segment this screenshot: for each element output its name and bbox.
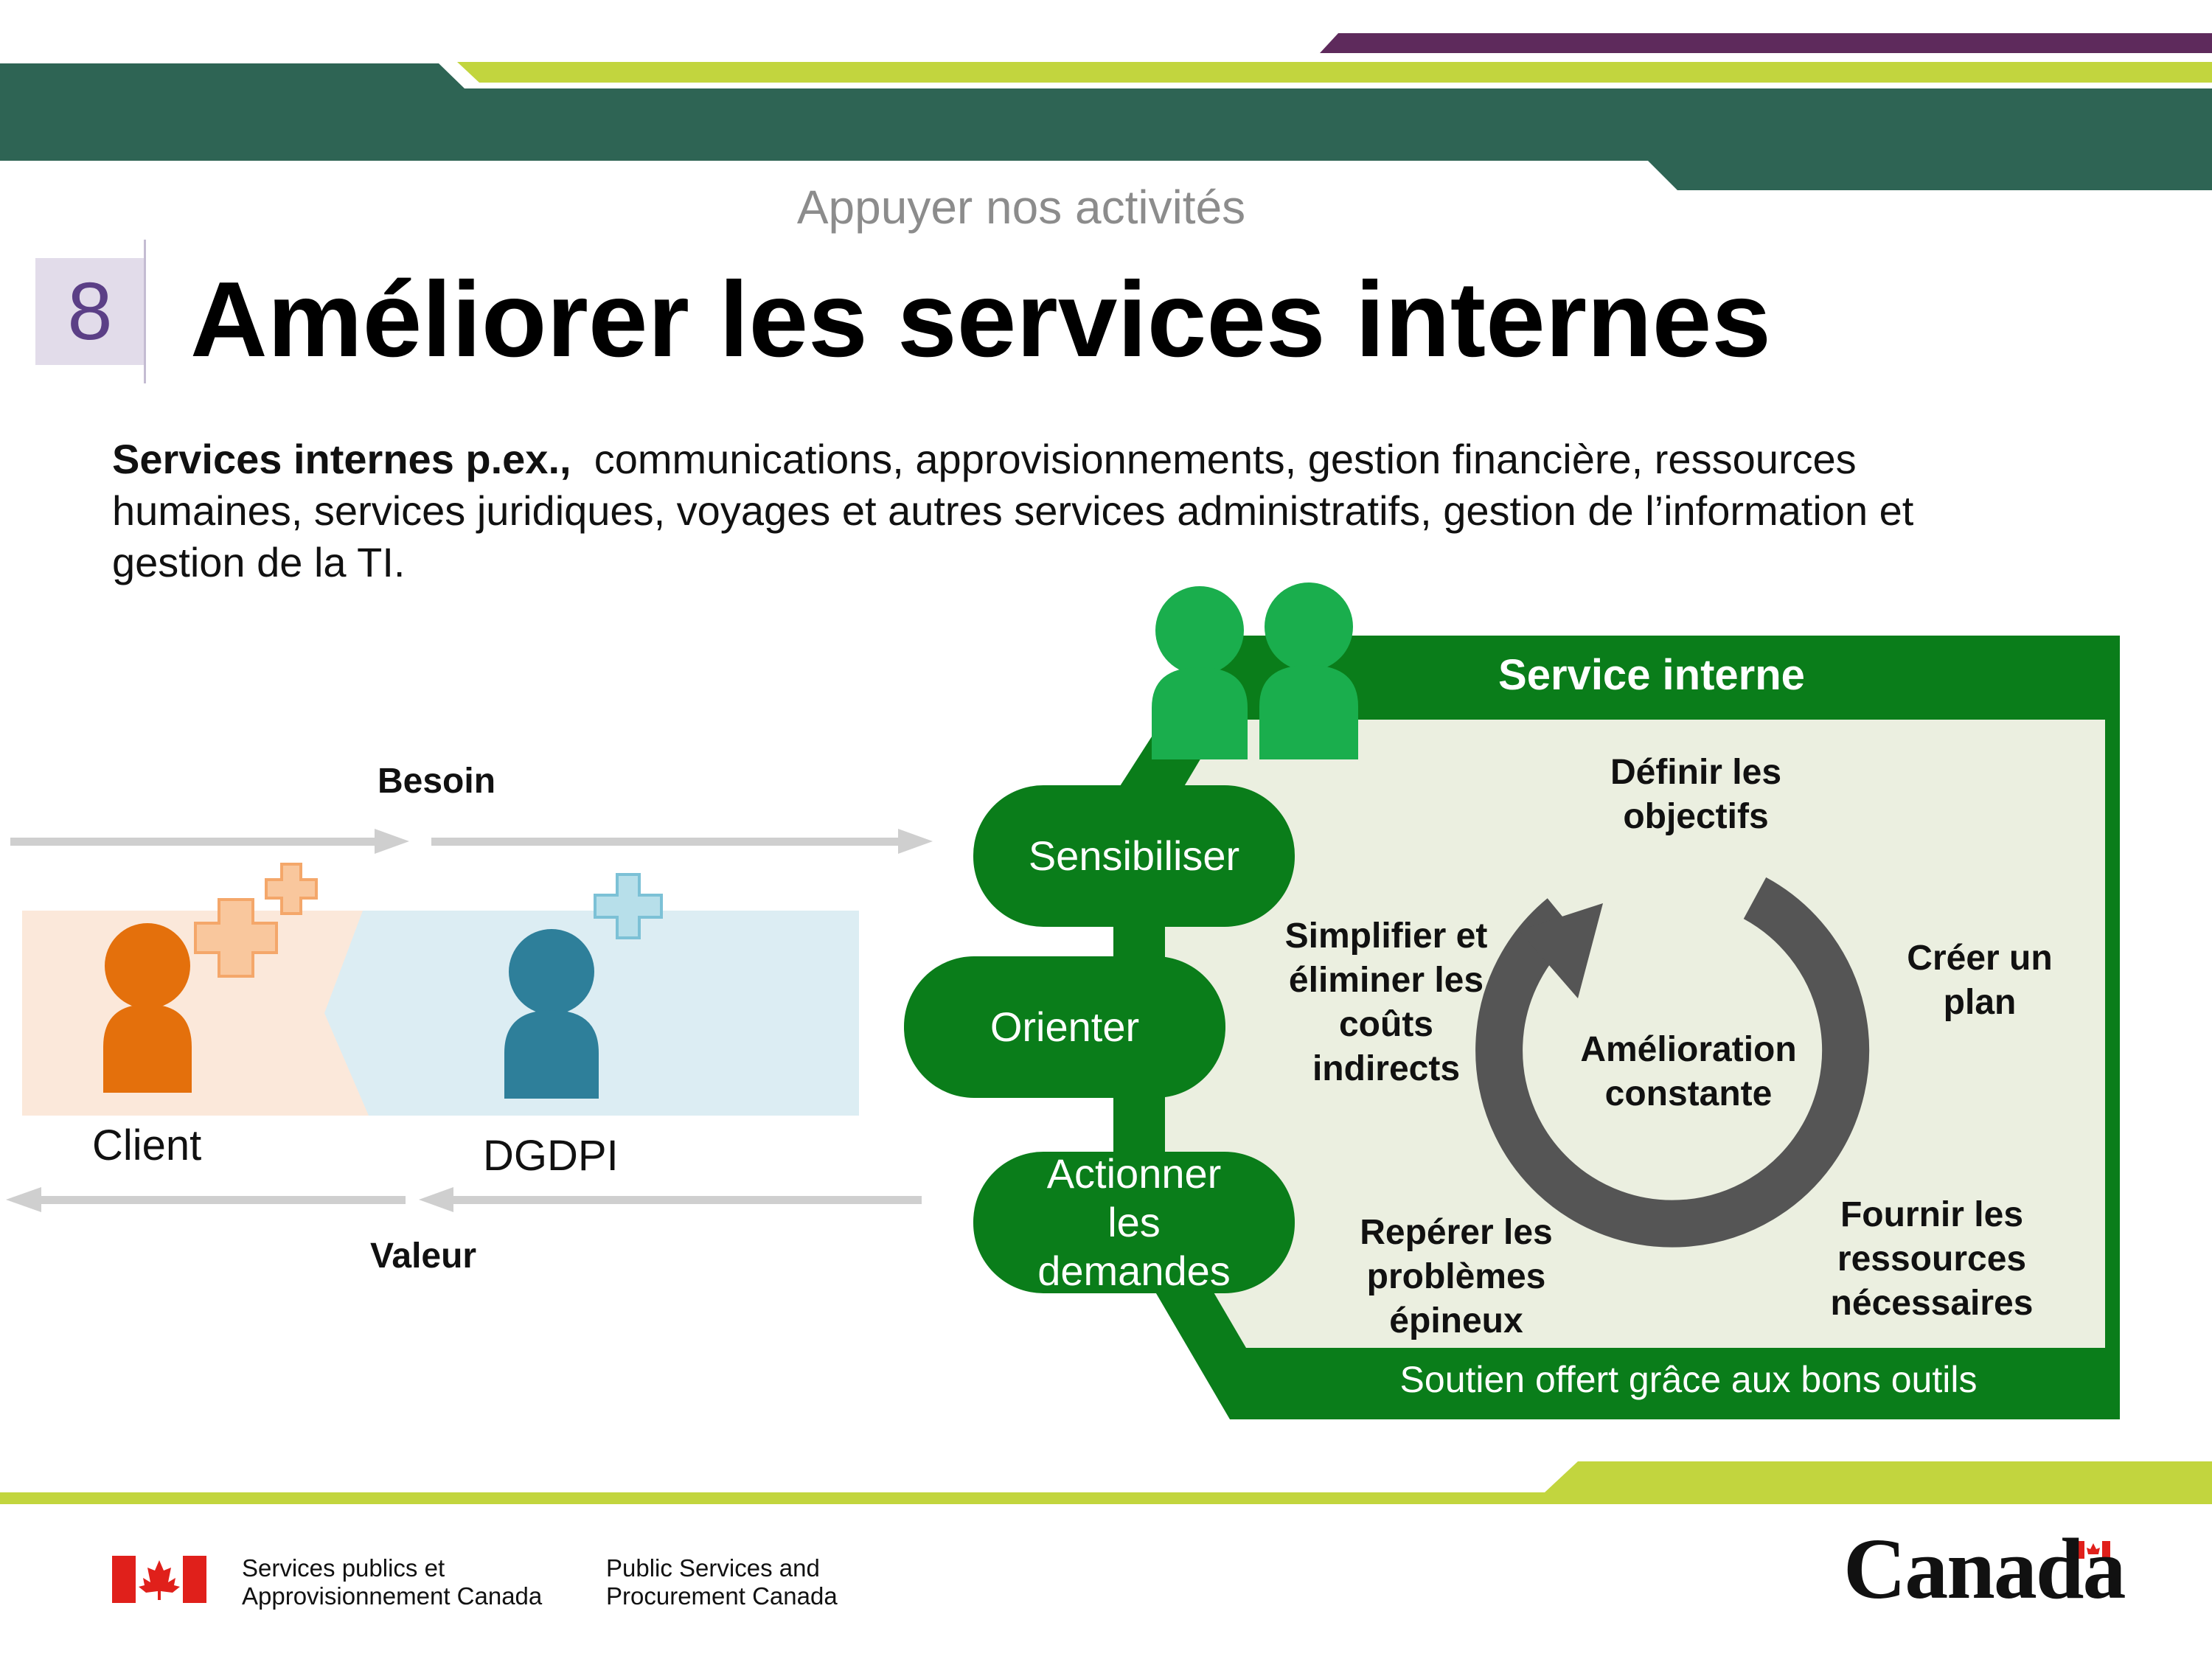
dept-name-fr <box>242 1554 542 1610</box>
slide-number: 8 <box>67 266 113 357</box>
intro-lead: Services internes p.ex., <box>112 436 571 482</box>
step-label: Sensibiliser <box>1028 832 1240 879</box>
cycle-item-ressources: Fournir les ressources nécessaires <box>1830 1195 2034 1323</box>
canada-flag-icon <box>112 1556 206 1603</box>
step-label: Orienter <box>990 1004 1140 1050</box>
intro-body: communications, approvisionnements, gestion financière, ressources humaines, services juridiques, voyages et autres services administratifs, gestion de l’information et gestion de la TI. <box>112 436 1914 585</box>
dept-en-line2: Procurement Canada <box>606 1582 838 1610</box>
page-subtitle: Appuyer nos activités <box>796 181 1246 234</box>
cycle-item-problemes: Repérer les problèmes épineux <box>1360 1213 1553 1340</box>
step-label: Actionner les demandes <box>1037 1150 1231 1294</box>
dept-fr-line1: Services publics et <box>242 1554 445 1582</box>
value-label: Valeur <box>370 1237 477 1276</box>
dept-name-en <box>606 1554 838 1610</box>
cycle-item-plan: Créer un plan <box>1907 939 2053 1022</box>
service-title: Service interne <box>1498 651 1805 699</box>
dept-fr-line2: Approvisionnement Canada <box>242 1582 543 1610</box>
page-title: Améliorer les services internes <box>190 260 1771 379</box>
service-footer: Soutien offert grâce aux bons outils <box>1399 1359 1978 1400</box>
need-label: Besoin <box>378 762 496 801</box>
cycle-item-simplifier: Simplifier et éliminer les coûts indirects <box>1284 917 1488 1088</box>
cycle-item-objectifs: Définir les objectifs <box>1610 753 1782 836</box>
canada-wordmark: Canada <box>1843 1520 2125 1617</box>
dgdpi-label: DGDPI <box>483 1132 619 1180</box>
client-label: Client <box>92 1121 202 1169</box>
dept-en-line1: Public Services and <box>606 1554 820 1582</box>
cycle-center-label: Amélioration constante <box>1580 1030 1797 1113</box>
